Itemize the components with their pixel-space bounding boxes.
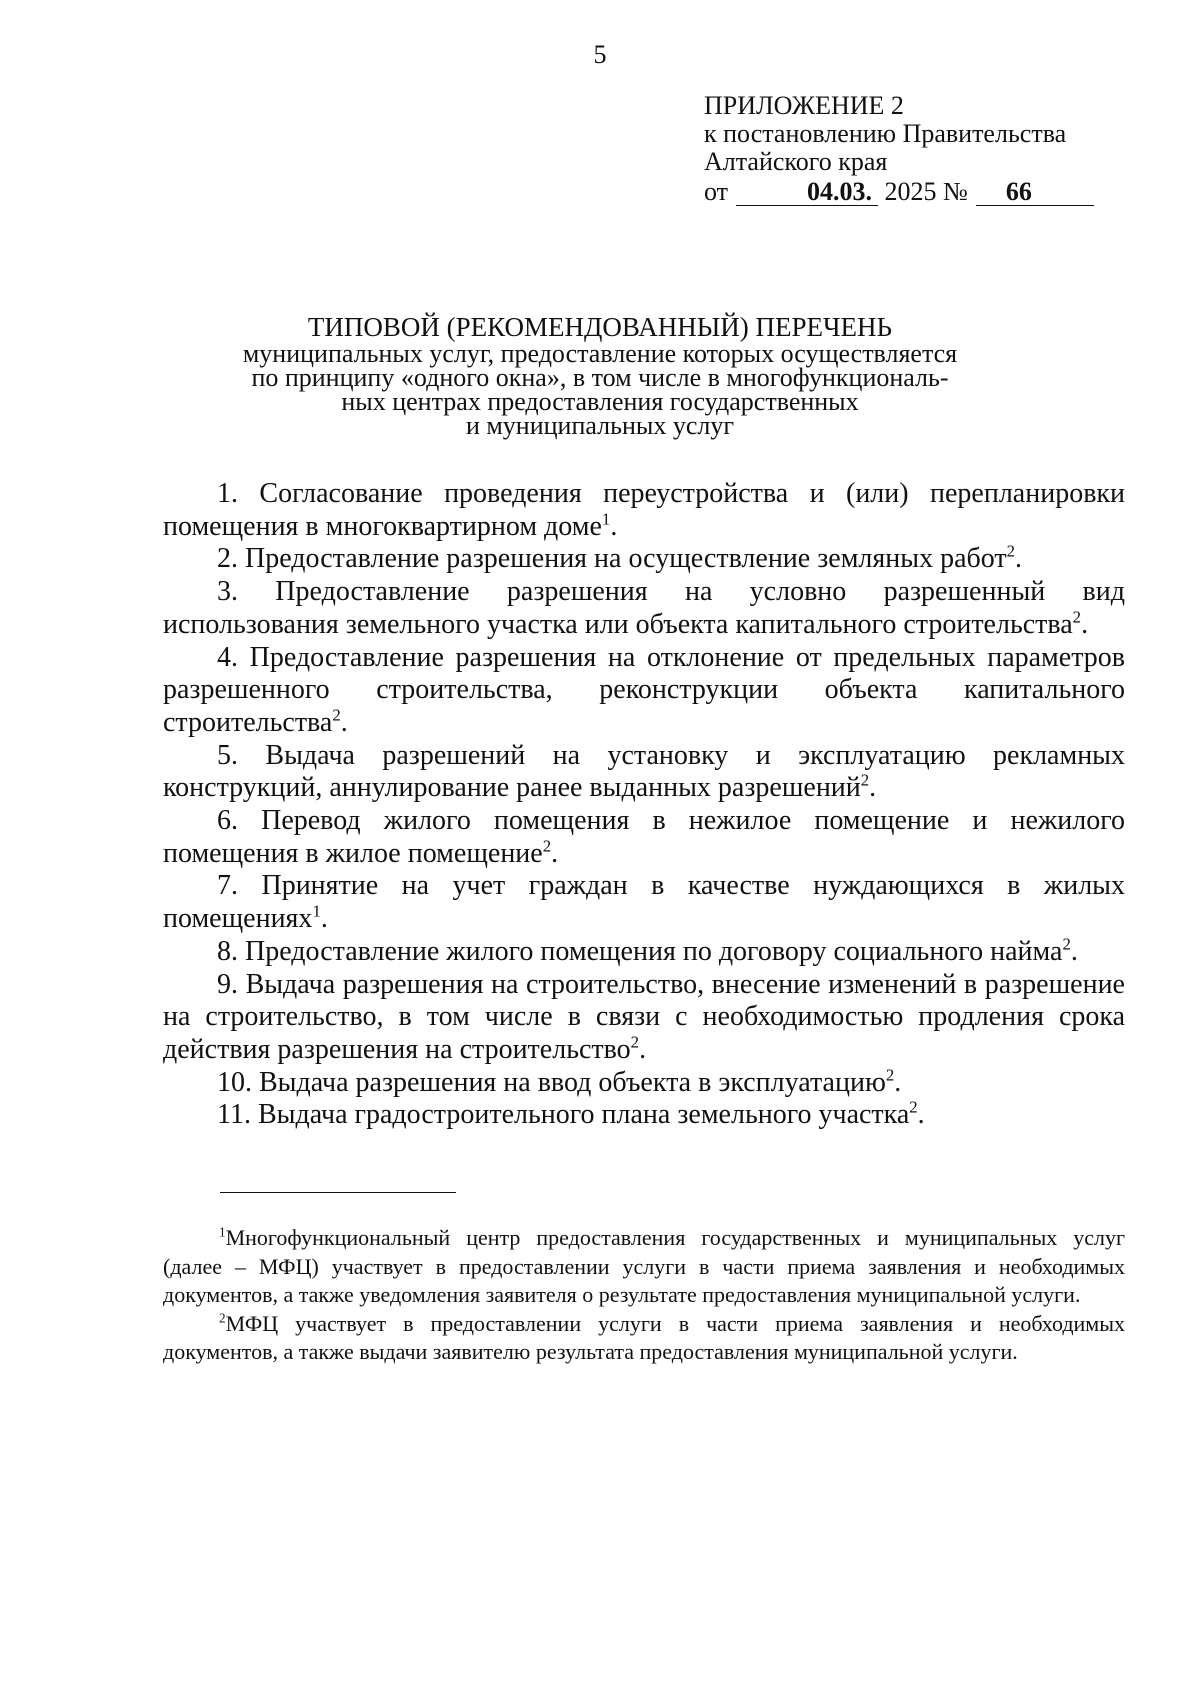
footnote-text: МФЦ участвует в предоставлении услуги в части приема заявления и необходимых документов, а также выдачи заявителю результата предоставления муниципальной услуги. (163, 1310, 1125, 1364)
date-prefix: от (704, 177, 729, 206)
list-item (163, 1099, 1125, 1132)
item-end: . (869, 772, 877, 804)
item-text: 10. Выдача разрешения на ввод объекта в эксплуатацию (217, 1066, 886, 1098)
document-number: 66 (976, 179, 1094, 206)
item-end: . (340, 706, 348, 738)
item-text: 6. Перевод жилого помещения в нежилое помещение и нежилого помещения в жилое помещение (163, 805, 1125, 869)
item-end: . (894, 1066, 902, 1098)
item-text: 5. Выдача разрешений на установку и эксплуатацию рекламных конструкций, аннулирование ранее выданных разрешений (163, 739, 1125, 804)
footnote-ref: 2 (860, 771, 870, 790)
list-item (163, 740, 1125, 805)
title-line-3: ных центрах предоставления государственных (341, 387, 859, 416)
list-item (163, 870, 1125, 935)
list-item (163, 969, 1125, 1067)
title-line-4: и муниципальных услуг (465, 411, 735, 440)
footnote-divider (220, 1192, 456, 1193)
footnotes (163, 1224, 1125, 1367)
footnote-ref: 2 (630, 1032, 640, 1052)
date-value: 04.03. (736, 179, 878, 206)
item-text: 3. Предоставление разрешения на условно разрешенный вид использования земельного участка или объекта капитального строительства (163, 576, 1125, 640)
list-item (163, 576, 1125, 641)
footnote-ref: 2 (909, 1098, 918, 1118)
annex-line-1: к постановлению Правительства (704, 119, 1067, 148)
title-main: ТИПОВОЙ (РЕКОМЕНДОВАННЫЙ) ПЕРЕЧЕНЬ (307, 312, 893, 342)
footnote-ref: 2 (885, 1065, 895, 1085)
year-label: 2025 № (884, 177, 968, 206)
footnote (163, 1310, 1125, 1367)
page-number: 5 (593, 40, 607, 69)
footnote-text: Многофункциональный центр предоставления государственных и муниципальных услуг (далее – МФЦ) участвует в предоставлении услуги в части приема заявления и необходимых документов, а также уведомления заявителя о результате предоставления муниципальной услуги. (163, 1225, 1125, 1307)
footnote-ref: 2 (332, 705, 341, 725)
item-text: 11. Выдача градостроительного плана земельного участка (217, 1099, 910, 1131)
item-end: . (1081, 608, 1089, 640)
item-end: . (320, 903, 328, 935)
list-item (163, 805, 1125, 870)
list-item (163, 1067, 1125, 1100)
footnote-mark: 1 (219, 1224, 226, 1240)
item-text: 1. Согласование проведения переустройства и (или) перепланировки помещения в многоквартирном доме (163, 478, 1125, 542)
annex-title: ПРИЛОЖЕНИЕ 2 (704, 91, 904, 120)
footnote-mark: 2 (219, 1310, 226, 1326)
item-end: . (1015, 543, 1023, 575)
footnote-ref: 2 (542, 836, 552, 856)
item-end: . (610, 510, 618, 542)
item-end: . (1070, 935, 1078, 967)
list-item (163, 936, 1125, 969)
title-line-2: по принципу «одного окна», в том числе в многофункциональ- (251, 363, 949, 392)
footnote-ref: 2 (1006, 542, 1016, 562)
annex-line-2: Алтайского края (704, 147, 888, 176)
item-end: . (917, 1099, 925, 1131)
list-item (163, 543, 1125, 576)
footnote-ref: 2 (1072, 607, 1082, 627)
footnote-ref: 1 (312, 901, 321, 921)
footnote-ref: 1 (601, 509, 611, 529)
item-text: 9. Выдача разрешения на строительство, внесение изменений в разрешение на строительство, в том числе в связи с необходимостью продления срока действия разрешения на строительство (163, 968, 1125, 1065)
document-title (150, 312, 1050, 438)
item-text: 8. Предоставление жилого помещения по договору социального найма (217, 935, 1063, 967)
annex-date-line (704, 178, 1094, 206)
title-line-1: муниципальных услуг, предоставление которых осуществляется (242, 339, 958, 368)
item-text: 4. Предоставление разрешения на отклонение от предельных параметров разрешенного строительства, реконструкции объекта капитального строительства (163, 641, 1125, 738)
footnote (163, 1224, 1125, 1310)
list-item (163, 478, 1125, 543)
item-end: . (639, 1033, 647, 1065)
list-item (163, 642, 1125, 740)
footnote-ref: 2 (1062, 934, 1071, 954)
item-end: . (551, 837, 559, 869)
services-list (163, 478, 1125, 1132)
item-text: 2. Предоставление разрешения на осуществление земляных работ (217, 543, 1007, 575)
annex-header (704, 92, 1094, 206)
item-text: 7. Принятие на учет граждан в качестве нуждающихся в жилых помещениях (163, 870, 1125, 935)
